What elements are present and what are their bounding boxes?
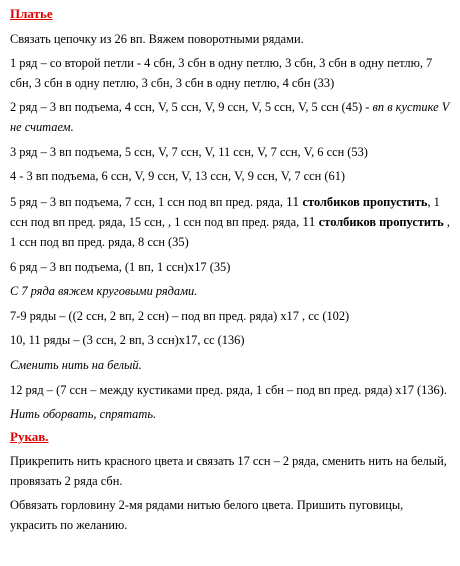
change-yarn-note: Сменить нить на белый. bbox=[10, 357, 142, 372]
sleeve-text-2: Обвязать горловину 2-мя рядами нитью белого цвета. Пришить пуговицы, украсить по желанию. bbox=[10, 498, 404, 533]
row-2-main: 2 ряд – 3 вп подъема, 4 ссн, V, 5 ссн, V, 9 ссн, V, 5 ссн, V, 5 ссн (45) - bbox=[10, 100, 373, 115]
row-5 bbox=[10, 192, 452, 253]
heading-sleeve: Рукав. bbox=[10, 428, 49, 444]
intro-text: Связать цепочку из 26 вп. Вяжем поворотными рядами. bbox=[10, 31, 304, 46]
row-5-skip-1: столбиков пропустить bbox=[302, 194, 428, 209]
row-12: 12 ряд – (7 ссн – между кустиками пред. ряда, 1 сбн – под вп пред. ряда) х17 (136). bbox=[10, 382, 447, 397]
row-5-part-c: , 1 ссн под вп пред. ряда, 15 ссн, , 1 ссн под вп пред. ряда, bbox=[10, 194, 440, 230]
row-5-skip-count-1: 11 bbox=[286, 193, 303, 209]
row-3: 3 ряд – 3 вп подъема, 5 ссн, V, 7 ссн, V, 11 ссн, V, 7 ссн, V, 6 ссн (53) bbox=[10, 144, 368, 159]
round-rows-note: С 7 ряда вяжем круговыми рядами. bbox=[10, 284, 198, 299]
finish-note: Нить оборвать, спрятать. bbox=[10, 407, 157, 422]
rows-7-9: 7-9 ряды – ((2 ссн, 2 вп, 2 ссн) – под вп пред. ряда) х17 , сс (102) bbox=[10, 308, 350, 323]
row-1: 1 ряд – со второй петли - 4 сбн, 3 сбн в одну петлю, 3 сбн, 3 сбн в одну петлю, 7 сбн, 3 сбн в одну петлю, 3 сбн, 3 сбн в одну петлю, 4 сбн (33) bbox=[10, 56, 433, 90]
row-6: 6 ряд – 3 вп подъема, (1 вп, 1 ссн)х17 (35) bbox=[10, 259, 231, 274]
row-5-part-e: , 1 ссн под вп пред. ряда, 8 ссн (35) bbox=[10, 215, 450, 249]
row-2-note: вп в кустике V не считаем. bbox=[10, 100, 450, 134]
row-5-part-a: 5 ряд – 3 вп подъема, 7 ссн, 1 ссн под вп пред. ряда, bbox=[10, 194, 287, 209]
rows-10-11: 10, 11 ряды – (3 ссн, 2 вп, 3 ссн)х17, сс (136) bbox=[10, 333, 245, 348]
row-4: 4 - 3 вп подъема, 6 ссн, V, 9 ссн, V, 13 ссн, V, 9 ссн, V, 7 ссн (61) bbox=[10, 169, 346, 184]
sleeve-text-1: Прикрепить нить красного цвета и связать 17 ссн – 2 ряда, сменить нить на белый, провязать 2 ряда сбн. bbox=[10, 454, 447, 488]
row-2 bbox=[10, 98, 452, 137]
heading-dress: Платье bbox=[10, 6, 53, 21]
row-5-skip-count-2: 11 bbox=[302, 214, 319, 230]
row-5-skip-2: столбиков пропустить bbox=[318, 215, 444, 230]
